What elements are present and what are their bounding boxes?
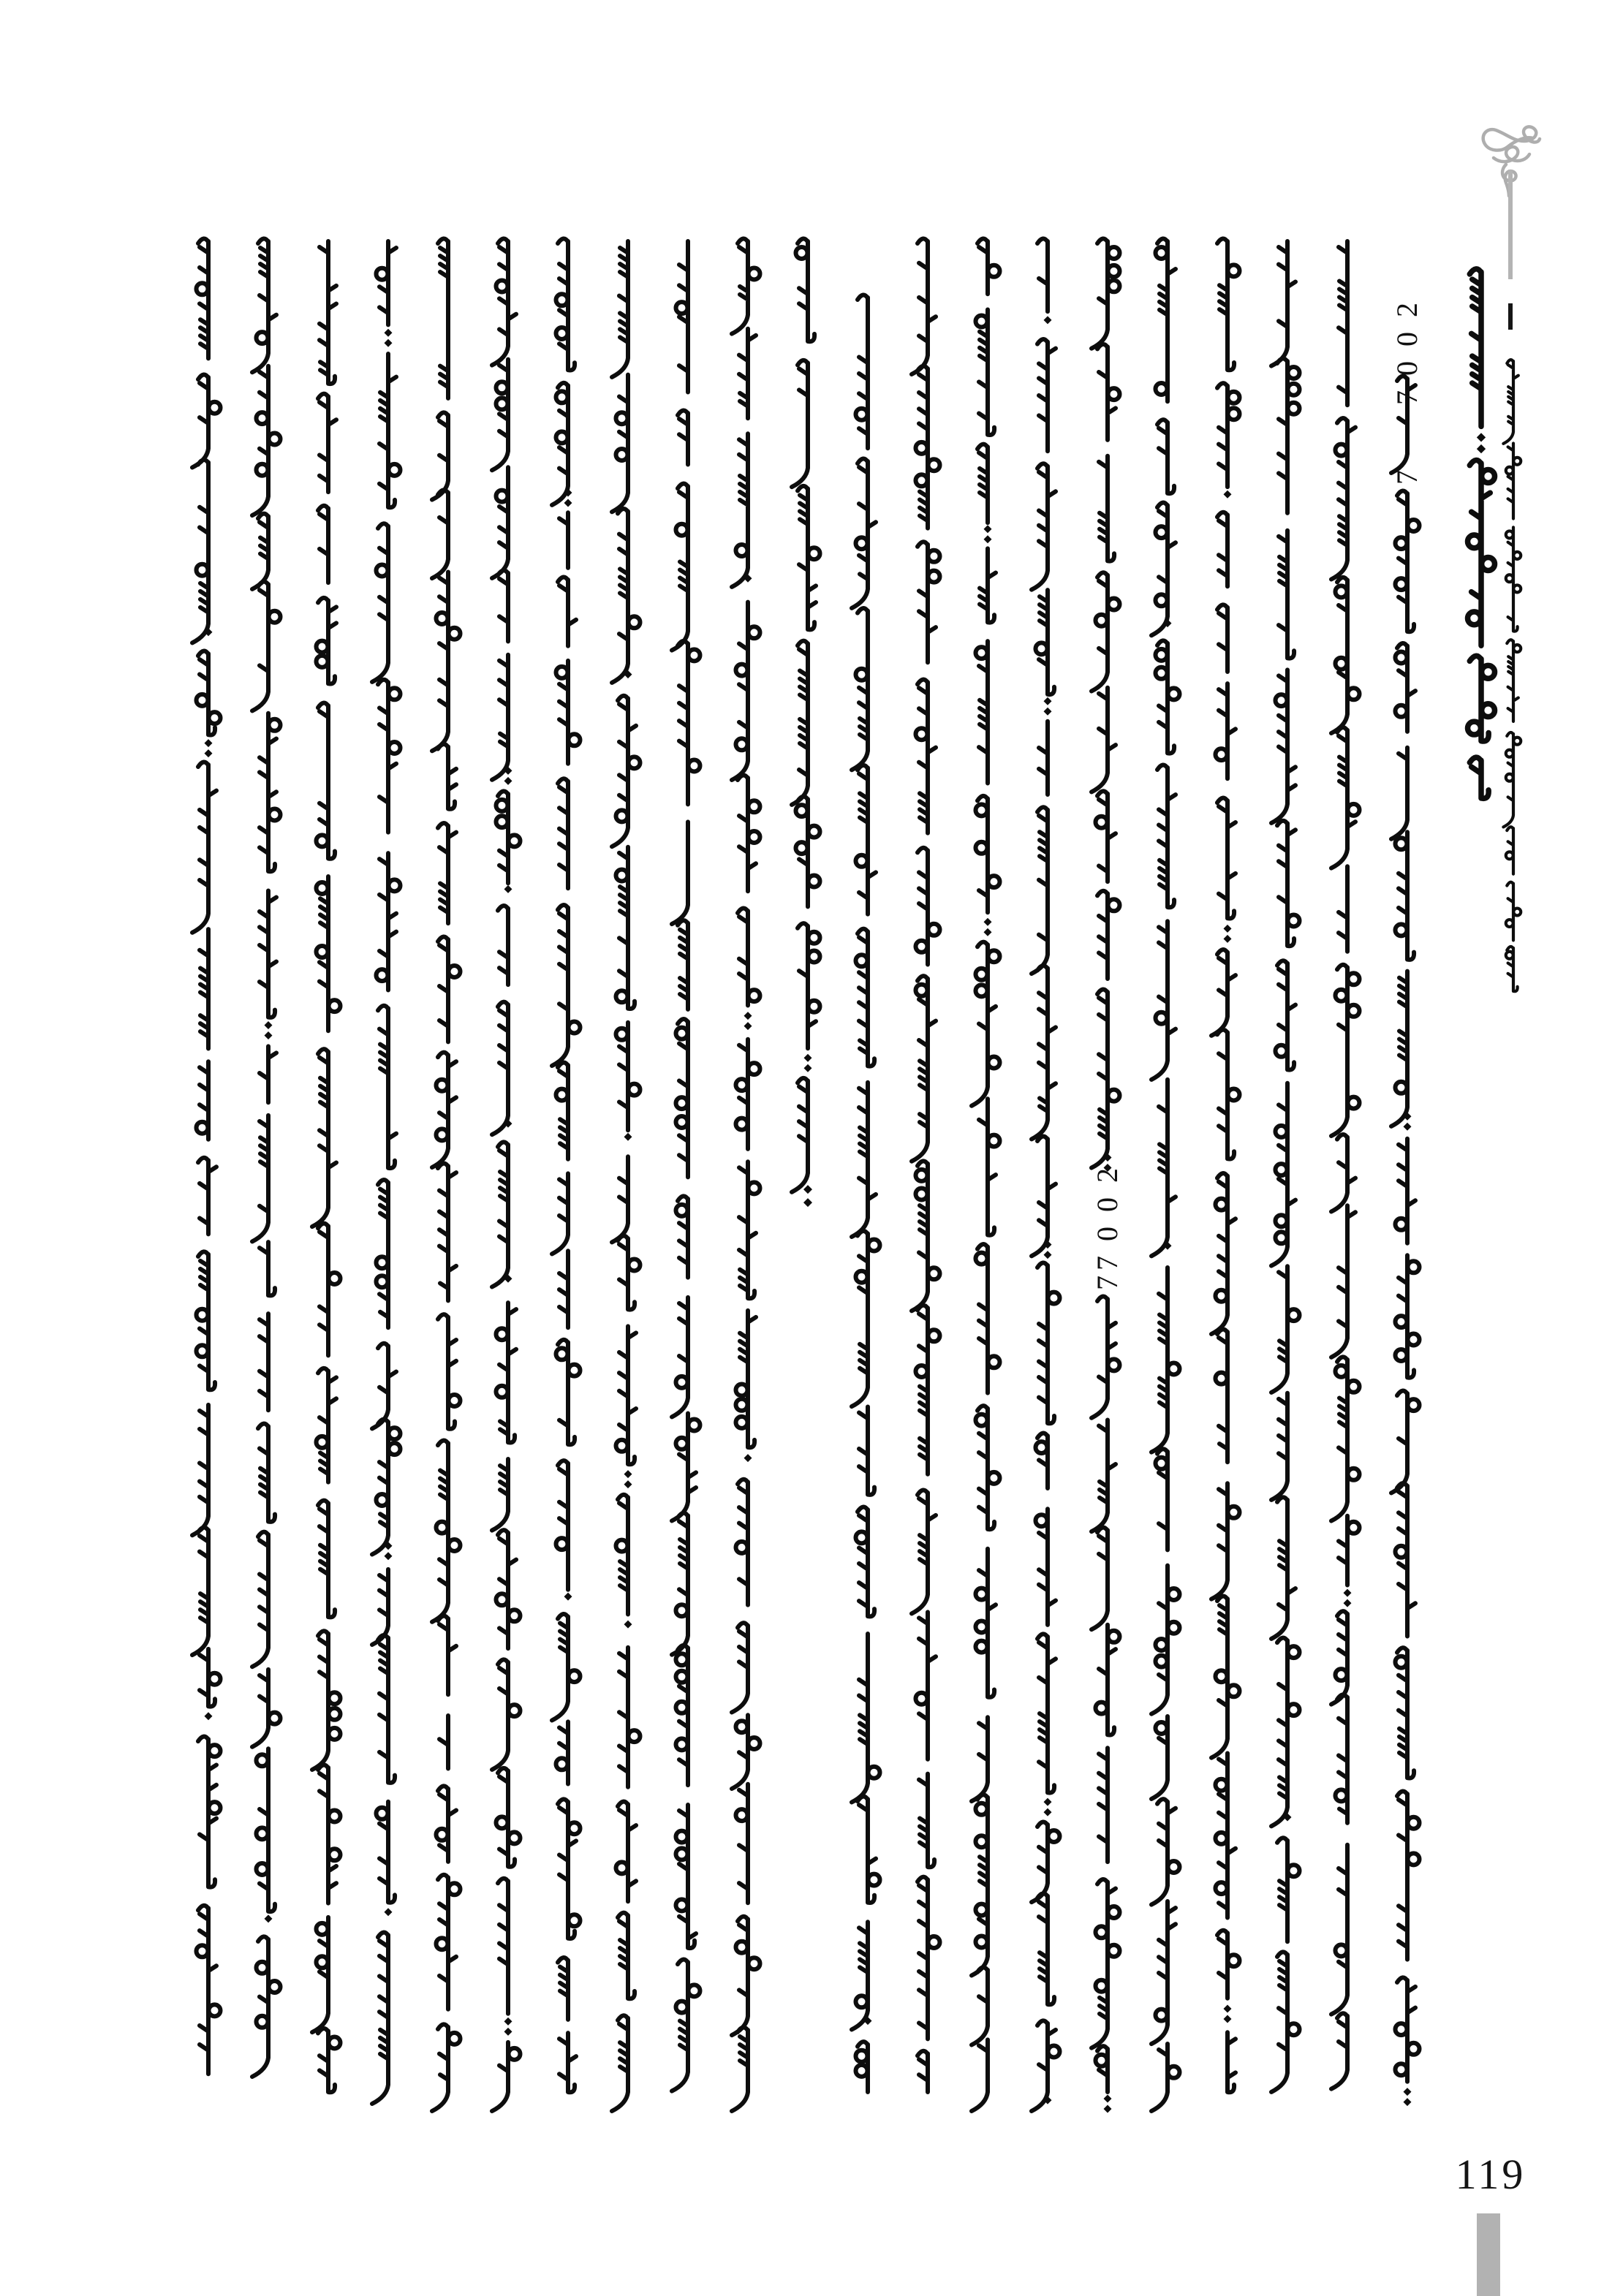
text-column-4 [372, 241, 401, 2104]
text-column-5 [432, 238, 461, 2111]
text-column-6 [492, 238, 521, 2111]
text-column-19 [1271, 241, 1300, 2092]
text-column-9 [672, 241, 700, 2091]
text-column-1 [192, 238, 221, 2074]
text-column-13 [912, 238, 940, 2092]
text-column-21 [1391, 376, 1420, 2081]
text-column-17 [1151, 238, 1180, 2111]
header-dash [1508, 303, 1513, 330]
text-column-7 [552, 238, 580, 2092]
inline-year-digits: 7 [1391, 470, 1423, 485]
text-column-20-punctuation [1344, 1589, 1352, 1607]
text-column-14 [972, 238, 1000, 2111]
text-column-12 [852, 295, 880, 2092]
inline-year-digits: 7 [1091, 1276, 1124, 1290]
text-column-8 [612, 241, 640, 2111]
page-edge-bar [1477, 2213, 1500, 2296]
page-number: 119 [1455, 2151, 1526, 2198]
subtitle-column [1503, 360, 1521, 991]
inline-year-digits: 2 0 0 7 [1091, 1168, 1124, 1270]
text-column-3 [312, 241, 341, 2092]
title-column [1468, 269, 1495, 798]
header-rule [1508, 170, 1513, 279]
inline-year-digits: 2 0 0 7 [1391, 303, 1423, 405]
text-column-10 [732, 238, 760, 2111]
text-column-20 [1331, 241, 1360, 2089]
text-column-15 [1032, 238, 1060, 2111]
title-column-punctuation [1477, 433, 1486, 453]
text-column-11 [792, 238, 820, 1191]
text-column-18 [1211, 238, 1240, 2092]
text-column-2 [252, 238, 281, 2077]
